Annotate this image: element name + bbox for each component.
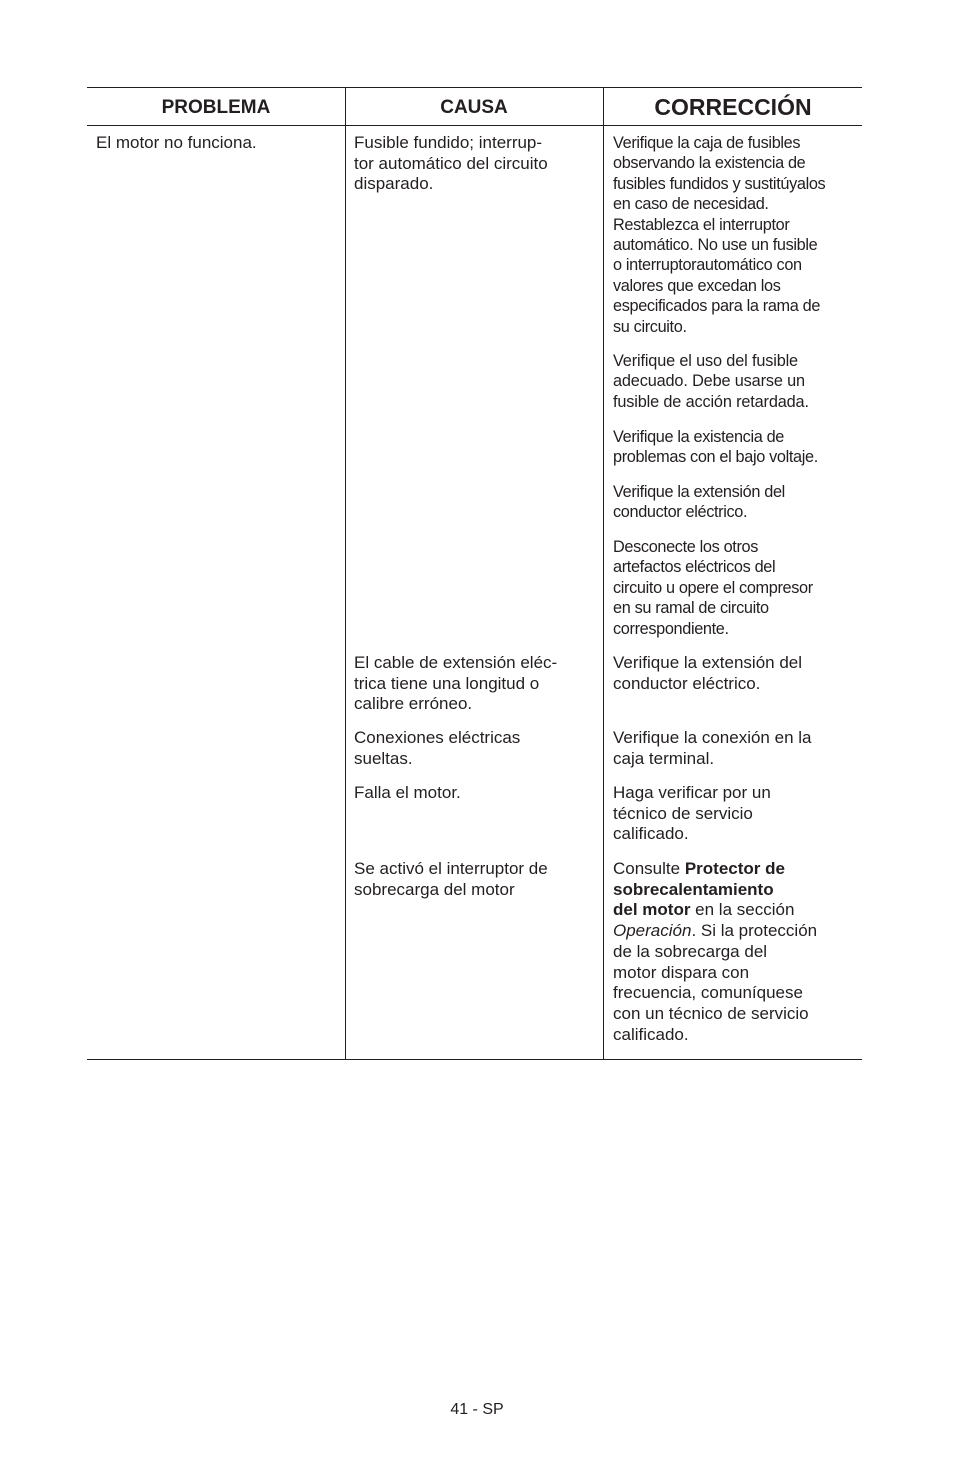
- correction-cell: Verifique la extensión del conductor eléctrico.: [613, 653, 803, 693]
- column-divider: [603, 88, 604, 1059]
- correction-cell: Verifique la conexión en la caja terminal.: [613, 728, 812, 768]
- correction-cell-overheat: [613, 859, 856, 1045]
- correction-text: . Si la protección de la sobrecarga del motor dispara con frecuencia, comuníquese con un técnico de servicio calificado.: [613, 921, 818, 1044]
- column-divider: [345, 88, 346, 1059]
- cause-cell: Falla el motor.: [354, 783, 461, 802]
- table-header-row: [87, 88, 862, 126]
- correction-cell: Verifique la extensión del conductor eléctrico.: [613, 483, 785, 522]
- cause-cell: El cable de extensión eléc- trica tiene una longitud o calibre erróneo.: [354, 653, 558, 714]
- correction-bold-text: Protector de sobrecalentamiento del motor: [613, 859, 785, 920]
- correction-cell: Verifique la existencia de problemas con el bajo voltaje.: [613, 428, 818, 467]
- correction-cell: Haga verificar por un técnico de servicio calificado.: [613, 783, 771, 844]
- troubleshooting-table: [87, 87, 862, 1060]
- cause-cell: Fusible fundido; interrup- tor automático del circuito disparado.: [354, 133, 548, 194]
- correction-text: Consulte: [613, 859, 685, 878]
- header-problem: PROBLEMA: [161, 97, 271, 118]
- header-correction: CORRECCIÓN: [654, 94, 812, 120]
- correction-cell: Verifique la caja de fusibles observando la existencia de fusibles fundidos y sustitúyalos en caso de necesidad. Restablezca el interruptor automático. No use un fusible o interruptorautomático con valores que excedan los especificados para la rama de su circuito.: [613, 134, 826, 336]
- cause-cell: Conexiones eléctricas sueltas.: [354, 728, 521, 768]
- correction-cell: Verifique el uso del fusible adecuado. Debe usarse un fusible de acción retardada.: [613, 352, 809, 411]
- cause-cell: Se activó el interruptor de sobrecarga del motor: [354, 859, 548, 899]
- correction-italic-text: Operación: [613, 921, 692, 941]
- correction-text: en la sección: [695, 900, 795, 920]
- header-cause: CAUSA: [440, 97, 508, 118]
- problem-cell: El motor no funciona.: [96, 133, 257, 152]
- page-number: 41 - SP: [450, 1401, 504, 1418]
- correction-cell: Desconecte los otros artefactos eléctricos del circuito u opere el compresor en su ramal de circuito correspondiente.: [613, 538, 813, 638]
